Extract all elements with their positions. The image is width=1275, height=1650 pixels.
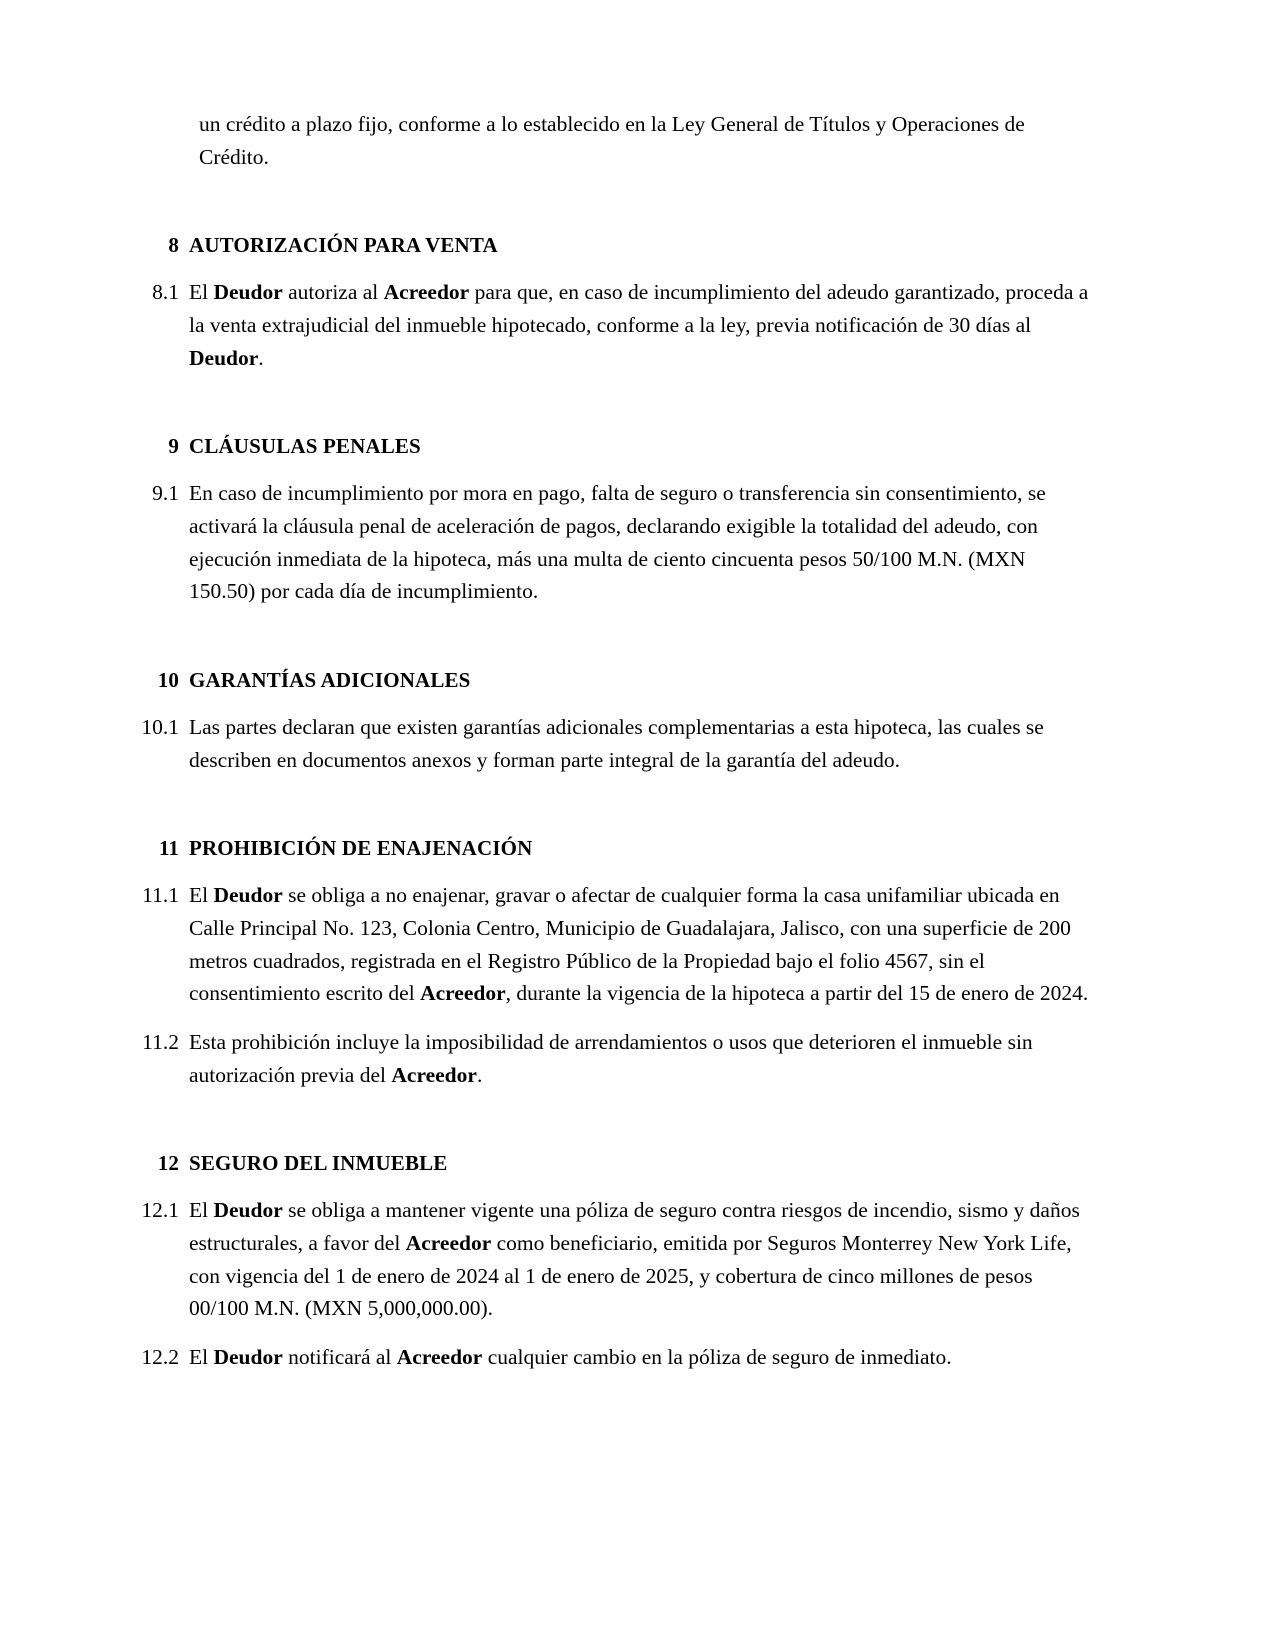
defined-term: Acreedor [405, 1231, 492, 1256]
section-number: 10 [157, 668, 179, 693]
section-number: 9 [168, 434, 179, 459]
clause-text-run: Las partes declaran que existen garantías adicionales complementarias a esta hipoteca, las cuales se describen en documentos anexos y forman parte integral de la garantía del adeudo. [189, 715, 1044, 772]
section-title: PROHIBICIÓN DE ENAJENACIÓN [189, 836, 533, 861]
heading-spacer [133, 258, 1090, 276]
clause-text-run: . [476, 1062, 483, 1087]
heading-spacer [133, 693, 1090, 711]
clause-spacer [133, 1325, 1090, 1341]
clause-text-run: se obliga a mantener vigente una póliza de seguro contra riesgos de incendio, sismo y daños estructurales, a favor del [189, 1198, 1080, 1256]
clause-text-run: para que, en caso de incumplimiento del adeudo garantizado, proceda a la venta extrajudicial del inmueble hipotecado, conforme a la ley, previa notificación de 30 días al [189, 280, 1089, 338]
clause-text-run: El [189, 280, 214, 305]
defined-term: Deudor [213, 1198, 283, 1223]
clause-number: 10.1 [141, 715, 179, 740]
defined-term: Acreedor [420, 981, 506, 1006]
clause-text [189, 477, 1090, 608]
clause-number: 12.2 [141, 1345, 179, 1370]
clause-text [189, 711, 1090, 776]
clause [133, 477, 1090, 608]
clause [133, 879, 1090, 1010]
heading-spacer [133, 459, 1090, 477]
clause-text [189, 1194, 1090, 1325]
section-title: CLÁUSULAS PENALES [189, 434, 421, 459]
defined-term: Acreedor [383, 280, 470, 305]
section-spacer [133, 173, 1090, 233]
clause [133, 1194, 1090, 1325]
defined-term: Deudor [213, 1345, 283, 1370]
clause-number: 11.1 [142, 883, 179, 908]
clause-text-run: notificará al [282, 1345, 397, 1370]
clause-number: 9.1 [152, 481, 179, 506]
clause-text [189, 1341, 1090, 1374]
section-spacer [133, 374, 1090, 434]
defined-term: Deudor [189, 345, 259, 370]
heading-spacer [133, 1176, 1090, 1194]
clause-text-run: Esta prohibición incluye la imposibilidad de arrendamientos o usos que deterioren el inmueble sin autorización previa del [189, 1030, 1033, 1087]
section-heading [133, 1151, 1090, 1176]
intro-paragraph: un crédito a plazo fijo, conforme a lo establecido en la Ley General de Títulos y Operaciones de Crédito. [199, 112, 1025, 169]
clause [133, 276, 1090, 374]
section-title: SEGURO DEL INMUEBLE [189, 1151, 448, 1176]
defined-term: Acreedor [396, 1345, 483, 1370]
section-title: AUTORIZACIÓN PARA VENTA [189, 233, 498, 258]
clause-text-run: En caso de incumplimiento por mora en pago, falta de seguro o transferencia sin consentimiento, se activará la cláusula penal de aceleración de pagos, declarando exigible la totalidad del adeudo, con ejecución inmediata de la hipoteca, más una multa de ciento cincuenta pesos 50/100 M.N. (MXN 150.50) por cada día de incumplimiento. [189, 481, 1046, 604]
clause-text-run: como beneficiario, emitida por Seguros Monterrey New York Life, con vigencia del 1 de enero de 2024 al 1 de enero de 2025, y cobertura de cinco millones de pesos 00/100 M.N. (MXN 5,000,000.00). [189, 1231, 1072, 1321]
clause [133, 711, 1090, 776]
clause-text-run: El [189, 883, 214, 908]
clause-text-run: se obliga a no enajenar, gravar o afectar de cualquier forma la casa unifamiliar ubicada en Calle Principal No. 123, Colonia Centro, Municipio de Guadalajara, Jalisco, con una superficie de 200 metros cuadrados, registrada en el Registro Público de la Propiedad bajo el folio 4567, sin el consentimiento escrito del [189, 883, 1071, 1006]
clause-number: 12.1 [141, 1198, 179, 1223]
section-heading [133, 233, 1090, 258]
clause-text-run: cualquier cambio en la póliza de seguro de inmediato. [482, 1345, 952, 1370]
section-spacer [133, 608, 1090, 668]
clause-text-run: . [258, 345, 264, 370]
section-spacer [133, 776, 1090, 836]
clause-text [189, 879, 1090, 1010]
defined-term: Deudor [213, 883, 283, 908]
section-number: 12 [157, 1151, 179, 1176]
section-heading [133, 434, 1090, 459]
section-number: 11 [158, 836, 179, 861]
section-spacer [133, 1091, 1090, 1151]
clause [133, 1026, 1090, 1091]
clause-text [189, 276, 1090, 374]
clause-text-run: El [189, 1198, 214, 1223]
section-number: 8 [168, 233, 179, 258]
section-heading [133, 836, 1090, 861]
clause-text-run: El [189, 1345, 214, 1370]
clause-number: 11.2 [142, 1030, 179, 1055]
sections-container [133, 173, 1090, 1373]
defined-term: Deudor [213, 280, 283, 305]
clause-text-run: , durante la vigencia de la hipoteca a partir del 15 de enero de 2024. [505, 981, 1089, 1006]
heading-spacer [133, 861, 1090, 879]
section-title: GARANTÍAS ADICIONALES [189, 668, 471, 693]
clause-number: 8.1 [152, 280, 179, 305]
defined-term: Acreedor [391, 1062, 477, 1087]
section-heading [133, 668, 1090, 693]
clause [133, 1341, 1090, 1374]
clause-text-run: autoriza al [282, 280, 384, 305]
clause-text [189, 1026, 1090, 1091]
clause-spacer [133, 1010, 1090, 1026]
